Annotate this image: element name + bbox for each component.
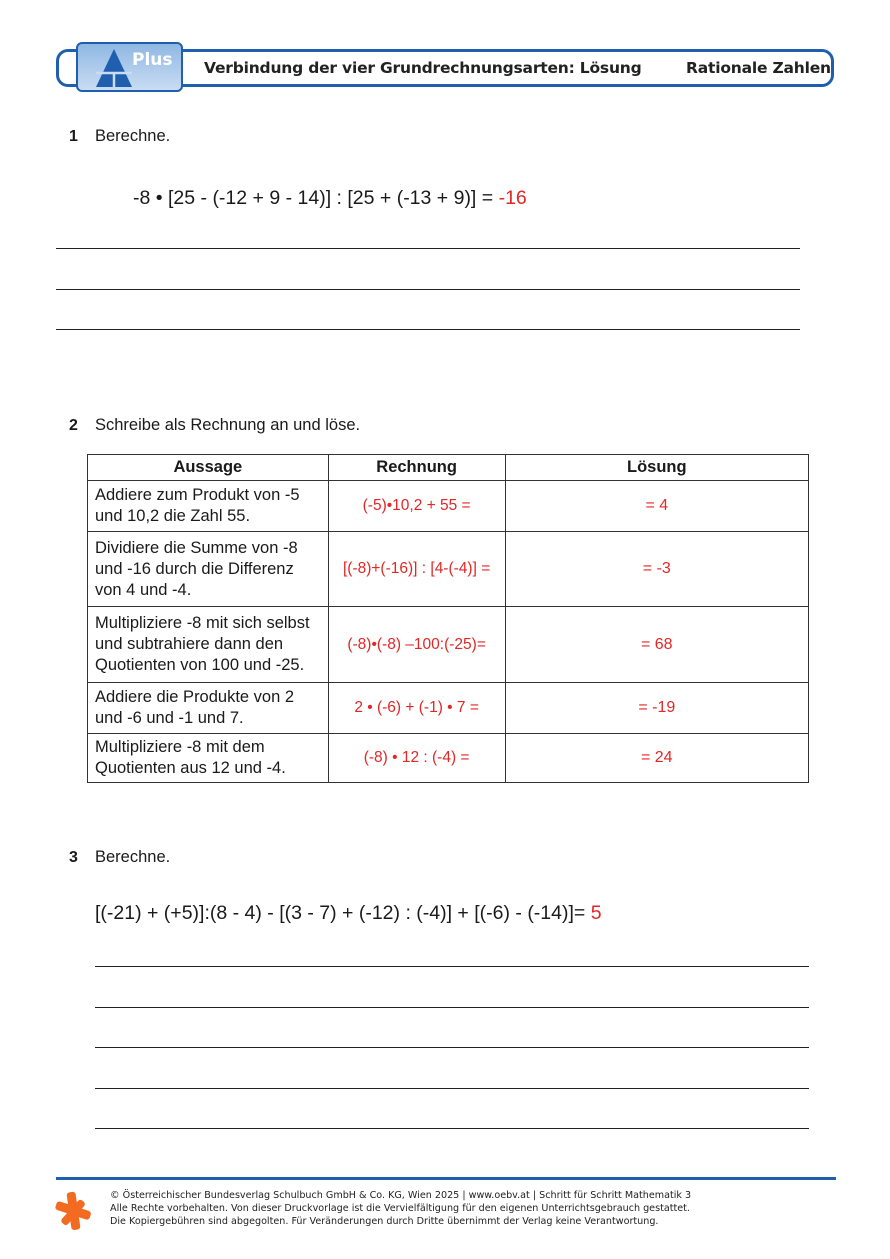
loesung-cell: = -3 [505, 532, 808, 607]
task-3-number: 3 [69, 849, 78, 866]
aussage-cell: Addiere zum Produkt von -5 und 10,2 die Zahl 55. [88, 481, 329, 532]
aussage-cell: Addiere die Produkte von 2 und -6 und -1 und 7. [88, 683, 329, 734]
task-2-number: 2 [69, 417, 78, 434]
task-1-answer: -16 [498, 187, 527, 209]
triangle-logo-icon [94, 47, 134, 91]
rechnung-cell: [(-8)+(-16)] : [4-(-4)] = [328, 532, 505, 607]
loesung-cell: = -19 [505, 683, 808, 734]
table-row [88, 734, 809, 783]
answer-line [95, 1128, 809, 1129]
answer-line [95, 1047, 809, 1048]
copyright-notice: © Österreichischer Bundesverlag Schulbuch GmbH & Co. KG, Wien 2025 | www.oebv.at | Schritt für Schritt Mathematik 3 Alle Rechte vorbehalten. Von dieser Druckvorlage ist die Vervielfältigung für den eigenen Unterrichtsgebrauch gestattet. Die Kopiergebühren sind abgegolten. Für Veränderungen durch Dritte übernimmt der Verlag keine Verantwortung. [110, 1190, 692, 1227]
task-1-number: 1 [69, 128, 78, 145]
loesung-cell: = 68 [505, 607, 808, 683]
answer-line [56, 289, 800, 290]
answer-line [56, 329, 800, 330]
plus-logo [76, 42, 183, 92]
aussage-cell: Multipliziere -8 mit dem Quotienten aus 12 und -4. [88, 734, 329, 783]
table-header-row [88, 455, 809, 481]
rechnung-cell: (-8)•(-8) –100:(-25)= [328, 607, 505, 683]
answer-line [95, 966, 809, 967]
logo-label: Plus [132, 50, 173, 70]
column-header-rechnung: Rechnung [328, 455, 505, 481]
aussage-cell: Dividiere die Summe von -8 und -16 durch die Differenz von 4 und -4. [88, 532, 329, 607]
table-row [88, 683, 809, 734]
task-2-instruction: Schreibe als Rechnung an und löse. [95, 416, 361, 434]
table-row [88, 607, 809, 683]
task-3-instruction: Berechne. [95, 848, 171, 866]
answer-line [56, 248, 800, 249]
column-header-aussage: Aussage [88, 455, 329, 481]
table-row [88, 532, 809, 607]
rechnung-cell: (-5)•10,2 + 55 = [328, 481, 505, 532]
task-1-instruction: Berechne. [95, 127, 171, 145]
column-header-loesung: Lösung [505, 455, 808, 481]
page-title: Verbindung der vier Grundrechnungsarten: Lösung [204, 59, 642, 77]
solution-table [87, 454, 809, 783]
task-3-answer: 5 [590, 902, 602, 924]
footer-rule [56, 1177, 836, 1180]
aussage-cell: Multipliziere -8 mit sich selbst und subtrahiere dann den Quotienten von 100 und -25. [88, 607, 329, 683]
rechnung-cell: (-8) • 12 : (-4) = [328, 734, 505, 783]
loesung-cell: = 24 [505, 734, 808, 783]
topic-label: Rationale Zahlen [686, 59, 831, 77]
answer-line [95, 1007, 809, 1008]
answer-line [95, 1088, 809, 1089]
rechnung-cell: 2 • (-6) + (-1) • 7 = [328, 683, 505, 734]
loesung-cell: = 4 [505, 481, 808, 532]
task-1-equation [133, 187, 527, 210]
table-row [88, 481, 809, 532]
task-1-expression: -8 • [25 - (-12 + 9 - 14)] : [25 + (-13 + 9)] = [133, 187, 494, 209]
task-3-expression: [(-21) + (+5)]:(8 - 4) - [(3 - 7) + (-12) : (-4)] + [(-6) - (-14)]= [95, 902, 586, 924]
task-3-equation [95, 902, 602, 925]
publisher-star-icon [53, 1190, 93, 1232]
